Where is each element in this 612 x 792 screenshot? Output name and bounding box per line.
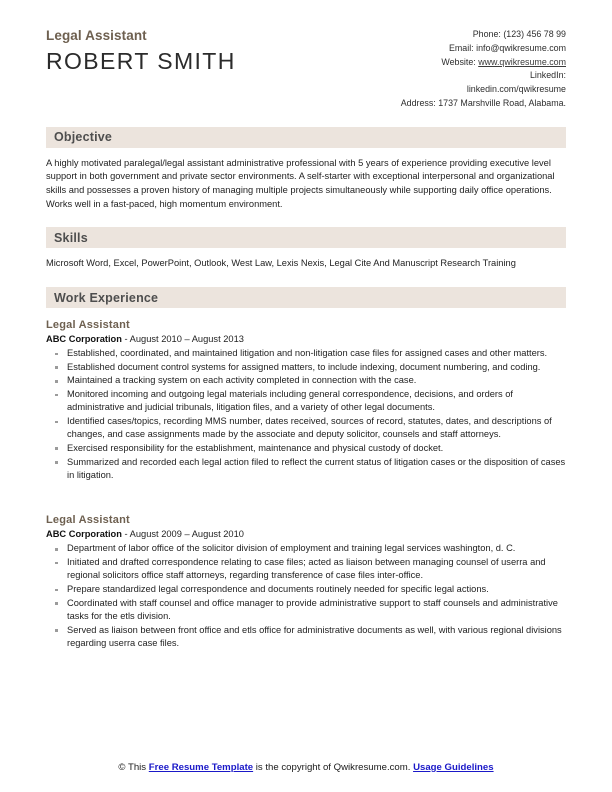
contact-linkedin-label: LinkedIn: (529, 70, 566, 81)
header-identity (46, 26, 236, 74)
objective-text: A highly motivated paralegal/legal assistant administrative professional with 5 years of experience providing executive level support in both government and private sector environments. A self-starter with exceptional interpersonal and organizational skills and possesses a proven history of managing multiple projects simultaneously while supporting daily office operations. Works well in a fast-paced, high momentum environment. (46, 157, 555, 209)
job-bullets (46, 542, 566, 650)
footer-usage-guidelines-link[interactable]: Usage Guidelines (413, 761, 494, 773)
resume-header (46, 0, 566, 111)
job-bullet: Initiated and drafted correspondence relating to case files; acted as liaison between managing counsel of userra and regional solicitors office staff attorneys, regarding transference of case files inter-office. (46, 556, 566, 582)
job-entry (46, 319, 566, 482)
contact-linkedin-url: linkedin.com/qwikresume (466, 84, 566, 95)
job-bullets (46, 347, 566, 482)
objective-body (46, 157, 566, 212)
job-bullet: Prepare standardized legal correspondence and documents routinely needed for specific legal actions. (46, 583, 566, 596)
job-bullet: Served as liaison between front office and etls office for administrative documents as well, with various regional divisions regarding userra case files. (46, 624, 566, 650)
section-heading-skills: Skills (54, 230, 88, 245)
section-bar-skills (46, 227, 566, 248)
footer (46, 761, 566, 775)
job-bullet: Established, coordinated, and maintained litigation and non-litigation case files for assigned cases and other matters. (46, 347, 566, 360)
job-company: ABC Corporation (46, 529, 122, 540)
contact-address: Address: 1737 Marshville Road, Alabama. (400, 97, 566, 108)
job-entry (46, 514, 566, 650)
candidate-name: ROBERT SMITH (46, 48, 236, 74)
job-bullet: Identified cases/topics, recording MMS number, dates received, sources of record, statutes, dates, and descriptions of changes, and case assignments made by the associate and deputy solicitor, counsels and staff attorneys. (46, 415, 566, 441)
job-bullet: Department of labor office of the solicitor division of employment and training legal services washington, d. C. (46, 542, 566, 555)
job-bullet: Summarized and recorded each legal action filed to reflect the current status of litigation cases or the disposition of cases in litigation. (46, 456, 566, 482)
job-bullet: Coordinated with staff counsel and office manager to provide administrative support to staff counsels and administrative tasks for the etls division. (46, 597, 566, 623)
job-meta (46, 529, 566, 539)
job-company: ABC Corporation (46, 334, 122, 345)
job-dates: - August 2009 – August 2010 (121, 529, 244, 540)
job-bullet: Monitored incoming and outgoing legal materials including general correspondence, decisions, and orders of administrative and judicial tribunals, litigation files, and a variety of other legal documents. (46, 388, 566, 414)
contact-email: Email: info@qwikresume.com (448, 42, 566, 53)
contact-block (401, 26, 566, 111)
job-title: Legal Assistant (46, 319, 130, 332)
job-title: Legal Assistant (46, 514, 130, 527)
job-bullet: Maintained a tracking system on each activity completed in connection with the case. (46, 374, 566, 387)
contact-phone: Phone: (123) 456 78 99 (472, 29, 566, 39)
job-meta (46, 334, 566, 344)
job-spacer (46, 482, 566, 503)
job-dates: - August 2010 – August 2013 (121, 334, 244, 345)
skills-body (46, 257, 566, 271)
job-bullet: Exercised responsibility for the establishment, maintenance and physical custody of docket. (46, 442, 566, 455)
contact-website (401, 56, 566, 70)
job-bullet: Established document control systems for assigned matters, to include indexing, document numbering, and coding. (46, 361, 566, 374)
footer-middle: is the copyright of Qwikresume.com. (253, 761, 414, 773)
footer-free-resume-template-link[interactable]: Free Resume Template (148, 761, 254, 773)
section-heading-work-experience: Work Experience (54, 290, 159, 305)
footer-prefix: © This (118, 761, 149, 773)
section-bar-objective (46, 127, 566, 148)
role-tagline: Legal Assistant (46, 28, 147, 43)
contact-website-link[interactable]: www.qwikresume.com (478, 56, 566, 67)
section-heading-objective: Objective (54, 130, 113, 145)
section-bar-work-experience (46, 287, 566, 308)
contact-website-label: Website: (441, 56, 476, 67)
skills-text: Microsoft Word, Excel, PowerPoint, Outlook, West Law, Lexis Nexis, Legal Cite And Manuscript Research Training (46, 258, 516, 269)
